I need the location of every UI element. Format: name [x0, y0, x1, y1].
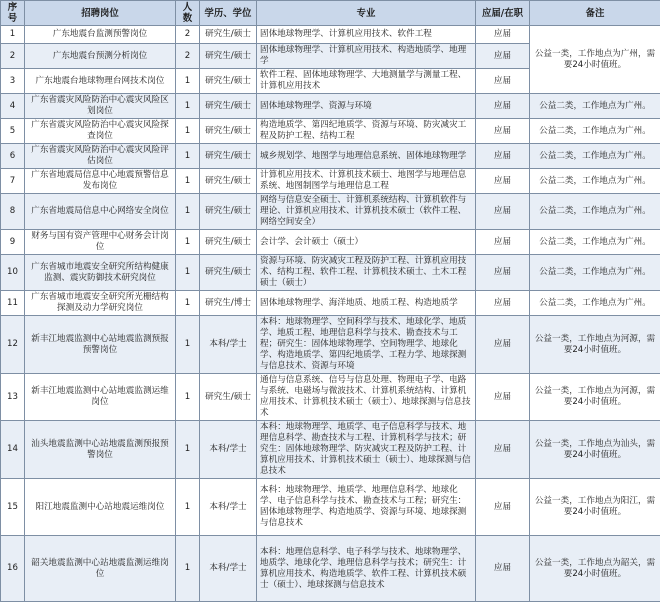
table-row [1, 479, 660, 536]
row-edu: 研究生/硕士 [200, 230, 257, 255]
row-no: 15 [1, 479, 25, 536]
header-status: 应届/在职 [476, 1, 530, 26]
row-edu: 研究生/硕士 [200, 26, 257, 44]
row-note: 公益一类，工作地点为河源，需要24小时值班。 [530, 316, 660, 374]
row-count: 1 [176, 316, 200, 374]
row-note: 公益一类，工作地点为广州，需要24小时值班。 [530, 26, 660, 94]
header-no: 序号 [1, 1, 25, 26]
row-status: 应届 [476, 421, 530, 479]
header-row [1, 1, 660, 26]
table-row [1, 194, 660, 230]
row-edu: 研究生/硕士 [200, 255, 257, 291]
row-post: 广东省城市地震安全研究所光栅结构探测及动力学研究岗位 [25, 291, 176, 316]
row-status: 应届 [476, 255, 530, 291]
row-count: 1 [176, 479, 200, 536]
row-status: 应届 [476, 291, 530, 316]
row-count: 1 [176, 194, 200, 230]
row-post: 阳江地震监测中心站地震运维岗位 [25, 479, 176, 536]
row-post: 汕头地震监测中心站地震监测预报预警岗位 [25, 421, 176, 479]
row-count: 1 [176, 69, 200, 94]
row-no: 11 [1, 291, 25, 316]
header-major: 专业 [257, 1, 476, 26]
row-edu: 研究生/硕士 [200, 119, 257, 144]
row-count: 1 [176, 374, 200, 421]
row-post: 广东省城市地震安全研究所结构健康监测、震灾防御技术研究岗位 [25, 255, 176, 291]
table-row [1, 169, 660, 194]
row-no: 8 [1, 194, 25, 230]
row-no: 4 [1, 94, 25, 119]
row-note: 公益二类，工作地点为广州。 [530, 169, 660, 194]
row-post: 韶关地震监测中心站地震监测运维岗位 [25, 536, 176, 602]
row-major: 本科：地球物理学、地质学、地理信息科学、地球化学、电子信息科学与技术、勘查技术与工程；研究生：固体地球物理学、构造地质学、资源与环境、地球探测与信息技术 [257, 479, 476, 536]
row-edu: 研究生/硕士 [200, 69, 257, 94]
row-post: 广东省震灾风险防治中心震灾风险区划岗位 [25, 94, 176, 119]
row-major: 会计学、会计硕士（硕士） [257, 230, 476, 255]
row-major: 计算机应用技术、计算机技术硕士、地图学与地理信息系统、地图制图学与地理信息工程 [257, 169, 476, 194]
table-row [1, 230, 660, 255]
row-post: 广东省震灾风险防治中心震灾风险评估岗位 [25, 144, 176, 169]
row-major: 通信与信息系统、信号与信息处理、物理电子学、电路与系统、电磁场与微波技术、计算机系统结构、计算机应用技术、计算机技术硕士（硕士）、地球探测与信息技术 [257, 374, 476, 421]
row-status: 应届 [476, 536, 530, 602]
row-status: 应届 [476, 479, 530, 536]
row-edu: 本科/学士 [200, 316, 257, 374]
row-note: 公益一类，工作地点为韶关，需要24小时值班。 [530, 536, 660, 602]
row-count: 2 [176, 44, 200, 69]
row-no: 6 [1, 144, 25, 169]
row-count: 1 [176, 421, 200, 479]
header-note: 备注 [530, 1, 660, 26]
row-major: 固体地球物理学、计算机应用技术、构造地质学、地理学 [257, 44, 476, 69]
row-no: 2 [1, 44, 25, 69]
row-no: 13 [1, 374, 25, 421]
row-major: 本科：地理信息科学、电子科学与技术、地球物理学、地质学、地球化学、地理信息科学与技术；研究生：计算机应用技术、构造地质学、软件工程、计算机技术硕士（硕士）、地球探测与信息技术 [257, 536, 476, 602]
row-no: 5 [1, 119, 25, 144]
row-status: 应届 [476, 169, 530, 194]
row-major: 构造地质学、第四纪地质学、资源与环境、防灾减灾工程及防护工程、结构工程 [257, 119, 476, 144]
row-note: 公益二类，工作地点为广州。 [530, 291, 660, 316]
row-major: 网络与信息安全硕士、计算机系统结构、计算机软件与理论、计算机应用技术、计算机技术硕士（软件工程、网络空间安全） [257, 194, 476, 230]
table-row [1, 374, 660, 421]
row-post: 新丰江地震监测中心站地震监测运维岗位 [25, 374, 176, 421]
header-post: 招聘岗位 [25, 1, 176, 26]
row-count: 1 [176, 94, 200, 119]
row-note: 公益二类，工作地点为广州。 [530, 255, 660, 291]
row-edu: 研究生/硕士 [200, 374, 257, 421]
row-note: 公益一类，工作地点为汕头，需要24小时值班。 [530, 421, 660, 479]
row-post: 广东省地震局信息中心网络安全岗位 [25, 194, 176, 230]
row-note: 公益二类，工作地点为广州。 [530, 119, 660, 144]
row-edu: 研究生/硕士 [200, 44, 257, 69]
header-edu: 学历、学位 [200, 1, 257, 26]
row-status: 应届 [476, 230, 530, 255]
row-edu: 研究生/硕士 [200, 94, 257, 119]
row-note: 公益二类，工作地点为广州。 [530, 144, 660, 169]
row-edu: 研究生/硕士 [200, 144, 257, 169]
row-note: 公益二类，工作地点为广州。 [530, 94, 660, 119]
row-no: 14 [1, 421, 25, 479]
row-status: 应届 [476, 374, 530, 421]
row-no: 3 [1, 69, 25, 94]
row-post: 广东地震台预测分析岗位 [25, 44, 176, 69]
row-major: 软件工程、固体地球物理学、大地测量学与测量工程、计算机应用技术 [257, 69, 476, 94]
row-status: 应届 [476, 144, 530, 169]
row-no: 7 [1, 169, 25, 194]
header-count: 人数 [176, 1, 200, 26]
table-row [1, 291, 660, 316]
row-count: 1 [176, 255, 200, 291]
table-row [1, 94, 660, 119]
row-edu: 本科/学士 [200, 479, 257, 536]
row-post: 财务与国有资产管理中心财务会计岗位 [25, 230, 176, 255]
row-post: 广东地震台监测预警岗位 [25, 26, 176, 44]
row-no: 16 [1, 536, 25, 602]
table-row [1, 119, 660, 144]
table-row [1, 316, 660, 374]
row-count: 1 [176, 119, 200, 144]
row-edu: 本科/学士 [200, 536, 257, 602]
row-post: 广东地震台地球物理台网技术岗位 [25, 69, 176, 94]
row-status: 应届 [476, 44, 530, 69]
row-note: 公益一类，工作地点为阳江，需要24小时值班。 [530, 479, 660, 536]
row-edu: 研究生/博士 [200, 291, 257, 316]
row-edu: 研究生/硕士 [200, 169, 257, 194]
row-count: 1 [176, 144, 200, 169]
row-note: 公益二类，工作地点为广州。 [530, 194, 660, 230]
row-post: 新丰江地震监测中心站地震监测预报预警岗位 [25, 316, 176, 374]
row-major: 资源与环境、防灾减灾工程及防护工程、计算机应用技术、结构工程、软件工程、计算机技术硕士、土木工程硕士（硕士） [257, 255, 476, 291]
row-note: 公益二类，工作地点为广州。 [530, 230, 660, 255]
row-post: 广东省震灾风险防治中心震灾风险探查岗位 [25, 119, 176, 144]
row-status: 应届 [476, 26, 530, 44]
table-row [1, 536, 660, 602]
row-status: 应届 [476, 69, 530, 94]
row-major: 固体地球物理学、计算机应用技术、软件工程 [257, 26, 476, 44]
row-major: 固体地球物理学、海洋地质、地质工程、构造地质学 [257, 291, 476, 316]
row-major: 固体地球物理学、资源与环境 [257, 94, 476, 119]
row-count: 1 [176, 536, 200, 602]
row-status: 应届 [476, 194, 530, 230]
table-row [1, 26, 660, 44]
row-major: 本科：地球物理学、地质学、电子信息科学与技术、地理信息科学、勘查技术与工程、计算机科学与技术；研究生：固体地球物理学、防灾减灾工程及防护工程、计算机应用技术、计算机技术硕士（硕士）、地球探测与信息技术 [257, 421, 476, 479]
row-no: 1 [1, 26, 25, 44]
row-count: 1 [176, 291, 200, 316]
table-row [1, 144, 660, 169]
row-count: 1 [176, 230, 200, 255]
row-post: 广东省地震局信息中心地震预警信息发布岗位 [25, 169, 176, 194]
table-row [1, 255, 660, 291]
row-count: 2 [176, 26, 200, 44]
row-edu: 本科/学士 [200, 421, 257, 479]
row-status: 应届 [476, 94, 530, 119]
row-note: 公益一类，工作地点为河源，需要24小时值班。 [530, 374, 660, 421]
row-no: 12 [1, 316, 25, 374]
row-no: 10 [1, 255, 25, 291]
row-edu: 研究生/硕士 [200, 194, 257, 230]
table-row [1, 421, 660, 479]
row-status: 应届 [476, 316, 530, 374]
row-count: 1 [176, 169, 200, 194]
row-major: 本科：地球物理学、空间科学与技术、地球化学、地质学、地质工程、地理信息科学与技术、勘查技术与工程；研究生：固体地球物理学、空间物理学、地球化学、构造地质学、第四纪地质学、工程力学、地球探测与信息技术、资源与环境 [257, 316, 476, 374]
row-major: 城乡规划学、地图学与地理信息系统、固体地球物理学 [257, 144, 476, 169]
row-status: 应届 [476, 119, 530, 144]
row-no: 9 [1, 230, 25, 255]
